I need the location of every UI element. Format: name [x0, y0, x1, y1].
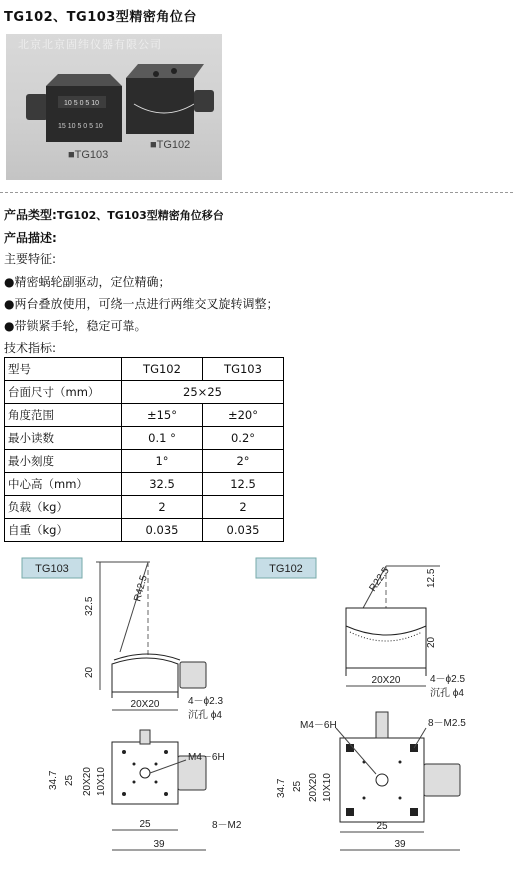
- tg102-height-2: 20: [426, 636, 437, 648]
- tg103-height-1: 32.5: [84, 596, 95, 616]
- table-cell: ±20°: [203, 404, 284, 427]
- tg103-holes: 4－ϕ2.3: [188, 696, 224, 707]
- table-cell: 2°: [203, 450, 284, 473]
- tg102-stage-graphic: [126, 64, 214, 134]
- photo-label-tg103: ■TG103: [68, 149, 109, 161]
- features-heading: 主要特征:: [4, 252, 57, 266]
- table-cell: 角度范围: [5, 404, 122, 427]
- tg103-height-3: 34.7: [48, 770, 59, 790]
- tg102-width-1: 25: [376, 821, 388, 832]
- table-cell: 32.5: [122, 473, 203, 496]
- tg102-inner-2: 10X10: [322, 773, 333, 802]
- table-cell: 0.2°: [203, 427, 284, 450]
- section-divider: [0, 192, 513, 193]
- tg102-thread: M4－6H: [300, 720, 337, 731]
- tg103-inner: 20X20: [82, 767, 93, 796]
- tg102-radius: R22.5: [367, 565, 392, 594]
- tg102-height-4: 25: [292, 780, 303, 792]
- specs-heading: 技术指标:: [4, 341, 57, 355]
- tg103-badge-label: TG103: [35, 563, 69, 575]
- table-cell: 自重（kg）: [5, 519, 122, 542]
- table-row: [5, 404, 284, 427]
- table-header-cell: TG102: [122, 358, 203, 381]
- product-photo: [6, 34, 222, 180]
- tg102-drawing: [256, 558, 466, 850]
- table-row: [5, 427, 284, 450]
- tg103-radius: R42.5: [132, 574, 150, 603]
- table-cell: 最小读数: [5, 427, 122, 450]
- table-cell: 0.035: [122, 519, 203, 542]
- tg102-height-1: 12.5: [426, 568, 437, 588]
- tg103-width-2: 39: [153, 839, 165, 850]
- tg102-inner: 20X20: [308, 773, 319, 802]
- spec-table: [4, 357, 284, 542]
- table-row: [5, 473, 284, 496]
- table-row: [5, 450, 284, 473]
- table-cell: 25×25: [122, 381, 284, 404]
- table-cell: 中心高（mm）: [5, 473, 122, 496]
- table-cell: 2: [203, 496, 284, 519]
- tg103-height-4: 25: [64, 774, 75, 786]
- tg103-stage-graphic: [26, 74, 122, 142]
- table-row: [5, 381, 284, 404]
- tg103-inner-2: 10X10: [96, 767, 107, 796]
- table-header-row: [5, 358, 284, 381]
- table-cell: 1°: [122, 450, 203, 473]
- table-cell: 2: [122, 496, 203, 519]
- table-cell: 负载（kg）: [5, 496, 122, 519]
- photo-label-tg102: ■TG102: [150, 139, 191, 151]
- tg102-sink: 沉孔 ϕ4: [430, 688, 464, 699]
- tg102-screws: 8－M2.5: [428, 718, 466, 729]
- tg103-thread: M4－6H: [188, 752, 225, 763]
- product-type-value: TG102、TG103型精密角位移台: [56, 209, 224, 222]
- page-title: TG102、TG103型精密角位台: [4, 10, 197, 25]
- watermark: 北京北京固纬仪器有限公司: [18, 38, 162, 51]
- tg103-width-1: 25: [139, 819, 151, 830]
- tg103-knob: [180, 662, 206, 688]
- svg-text:10 5 0 5 10: 10 5 0 5 10: [64, 100, 100, 107]
- table-row: [5, 496, 284, 519]
- feature-item: ●两台叠放使用，可绕一点进行两维交叉旋转调整；: [4, 297, 279, 311]
- table-header-cell: TG103: [203, 358, 284, 381]
- tg103-screws: 8－M2: [212, 820, 242, 831]
- table-cell: 0.035: [203, 519, 284, 542]
- product-type: [4, 206, 224, 223]
- table-cell: 台面尺寸（mm）: [5, 381, 122, 404]
- tg103-width: 20X20: [130, 699, 160, 710]
- tg102-width: 20X20: [371, 675, 401, 686]
- product-desc-label: 产品描述:: [4, 231, 57, 245]
- table-row: [5, 519, 284, 542]
- tg103-drawing: [22, 558, 242, 850]
- svg-text:15 10 5 0 5 10: 15 10 5 0 5 10: [58, 123, 103, 130]
- table-cell: 最小刻度: [5, 450, 122, 473]
- feature-item: ●精密蜗轮副驱动，定位精确；: [4, 275, 171, 289]
- tg103-sink: 沉孔 ϕ4: [188, 710, 222, 721]
- tg102-height-3: 34.7: [276, 778, 287, 798]
- tg102-badge-label: TG102: [269, 563, 303, 575]
- tg102-holes: 4－ϕ2.5: [430, 674, 466, 685]
- tg102-width-2: 39: [394, 839, 406, 850]
- table-cell: 12.5: [203, 473, 284, 496]
- feature-item: ●带锁紧手轮，稳定可靠。: [4, 319, 147, 333]
- product-type-label: 产品类型:: [4, 208, 57, 222]
- table-header-cell: 型号: [5, 358, 122, 381]
- stage-illustration: [6, 34, 222, 180]
- technical-drawings: [0, 552, 513, 892]
- table-cell: 0.1 °: [122, 427, 203, 450]
- tg103-height-2: 20: [84, 666, 95, 678]
- table-cell: ±15°: [122, 404, 203, 427]
